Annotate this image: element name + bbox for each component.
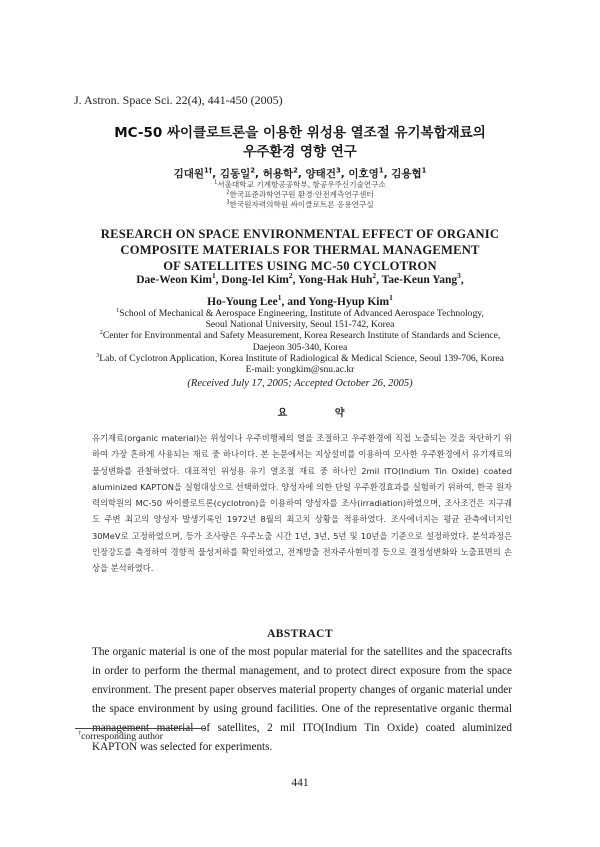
english-author-sep: , (215, 274, 222, 286)
affiliation-3: $^3$Lab. of Cyclotron Application, Korea Institute of Radiological & Medical Science, Seoul 139-706, Korea (96, 351, 504, 364)
abstract-heading: ABSTRACT (267, 628, 333, 640)
korean-affiliation-text: 한국원자력의학원 싸이클로트론 응용연구실 (229, 200, 374, 209)
korean-author-sup: 1 (421, 166, 427, 175)
korean-affiliation (0, 190, 600, 200)
english-affiliations (0, 308, 600, 375)
korean-affiliation (0, 180, 600, 190)
korean-title-line-2: 우주환경 영향 연구 (243, 144, 357, 160)
english-author-sup: 2 (372, 271, 377, 281)
korean-affiliation-text: 한국표준과학연구원 환경·안전계측연구센터 (229, 190, 374, 199)
korean-author-name: 김대원 (173, 168, 205, 180)
korean-affiliation-sup: 1 (214, 179, 218, 186)
korean-abstract: 유기재료(organic material)는 위성이나 우주비행체의 열을 조절하고 우주환경에 직접 노출되는 것을 차단하기 위하여 가장 흔하게 사용되는 재료 중 하나이다. 본 논문에서는 지상설비를 이용하여 모사한 우주환경에서 유기재료의 물성변화를 관찰하였다. 대표적인 위성용 유기 열조절 재료 중 하나인 2mil ITO(Indium Tin Oxide) coated aluminized KAPTON을 실험대상으로 선택하였다. 양성자에 의한 단일 우주환경효과를 실험하기 위하여, 한국 원자력의학원의 MC-50 싸이클로트론(cyclotron)을 이용하여 양성자를 조사(irradiation)하였으며, 조사조건은 지구궤도 주변 최고의 양성자 발생기록인 1972년 8월의 최고치 상황을 적용하였다. 조사에너지는 평균 관측에너지인 30MeV로 고정하였으며, 등가 조사량은 우주노출 시간 1년, 3년, 5년 및 10년을 기준으로 설정하였다. 분석과정은 인장강도를 측정하여 경향적 물성저하를 확인하였고, 전계방출 전자주사현미경 등으로 결정성변화와 노출표면의 손상을 분석하였다. (92, 433, 512, 574)
email-line: E-mail: yongkim@snu.ac.kr (245, 364, 355, 376)
english-author-sup: 1 (277, 293, 282, 303)
english-title (0, 226, 600, 274)
korean-author-sup: 2 (293, 166, 298, 175)
korean-author-name: 김용협 (391, 168, 422, 180)
english-author-sup: 2 (288, 271, 293, 281)
english-title-line-2: COMPOSITE MATERIALS FOR THERMAL MANAGEMENT (120, 243, 480, 257)
korean-author-sep: , (255, 168, 263, 180)
english-author-sep: , (376, 274, 382, 286)
korean-author-name: 양태건 (305, 168, 336, 180)
korean-abstract-heading: 요 약 (277, 408, 367, 419)
english-authors (0, 272, 600, 311)
korean-title (0, 124, 600, 162)
affiliation-2-cont: Daejeon 305-340, Korea (252, 341, 348, 353)
english-author-name: Dae-Weon Kim (136, 274, 212, 286)
english-title-line-1: RESEARCH ON SPACE ENVIRONMENTAL EFFECT OF ORGANIC (100, 227, 500, 241)
english-author-sep: , and (281, 296, 309, 308)
english-title-line-3: OF SATELLITES USING MC-50 CYCLOTRON (163, 259, 437, 273)
english-author-sep: , (292, 274, 298, 286)
english-author-sep: , (460, 274, 464, 286)
korean-title-line-1: MC-50 싸이클로트론을 이용한 위성용 열조절 유기복합재료의 (114, 125, 486, 141)
english-author-name: Tae-Keun Yang (381, 274, 458, 286)
affiliation-1-cont: Seoul National University, Seoul 151-742, Korea (205, 319, 395, 331)
english-author-name: Yong-Hyup Kim (308, 296, 390, 308)
korean-affiliations (0, 180, 600, 210)
footnote-rule (75, 728, 205, 729)
korean-author-name: 이호영 (348, 168, 379, 180)
affiliation-2: $^2$Center for Environmental and Safety Measurement, Korea Research Institute of Standards and Science, (99, 329, 501, 342)
page-number: 441 (291, 777, 309, 789)
footnote: †corresponding author (78, 729, 163, 742)
korean-affiliation-sup: 2 (226, 189, 230, 196)
korean-author-name: 허용학 (262, 168, 294, 180)
english-author-sup: 1 (389, 293, 393, 303)
korean-author-sup: 1† (204, 166, 213, 175)
english-author-sup: 1 (211, 271, 216, 281)
received-dates: (Received July 17, 2005; Accepted October 26, 2005) (187, 378, 413, 389)
korean-author-sep: , (212, 168, 220, 180)
korean-author-sep: , (383, 168, 392, 180)
english-author-name: Ho-Young Lee (207, 296, 278, 308)
korean-affiliation (0, 200, 600, 210)
korean-affiliation-text: 서울대학교 기계항공공학부, 항공우주신기술연구소 (217, 180, 386, 189)
english-author-sup: 3 (457, 271, 461, 281)
english-abstract: The organic material is one of the most popular material for the satellites and the spacecrafts in order to perform the thermal management, and to protect direct exposure from the space environment. The present paper observes material property changes of organic material under the space environment by using ground facilities. One of the representative organic thermal management material of satellites, 2 mil ITO(Indium Tin Oxide) coated aluminized KAPTON was selected for experiments. (92, 646, 512, 753)
journal-reference: J. Astron. Space Sci. 22(4), 441-450 (2005) (74, 93, 283, 107)
english-author-name: Yong-Hak Huh (297, 274, 373, 286)
affiliation-1: $^1$School of Mechanical & Aerospace Engineering, Institute of Advanced Aerospace Technology, (116, 306, 484, 319)
korean-author-sep: , (340, 168, 349, 180)
english-authors-line-1 (0, 272, 600, 289)
korean-affiliation-sup: 3 (226, 199, 230, 206)
korean-author-sup: 3 (335, 166, 341, 175)
korean-author-sup: 1 (378, 166, 384, 175)
korean-author-sep: , (297, 168, 306, 180)
english-author-name: Dong-Iel Kim (221, 274, 289, 286)
korean-authors (0, 166, 600, 181)
korean-author-name: 김동일 (219, 168, 251, 180)
korean-author-sup: 2 (250, 166, 256, 175)
